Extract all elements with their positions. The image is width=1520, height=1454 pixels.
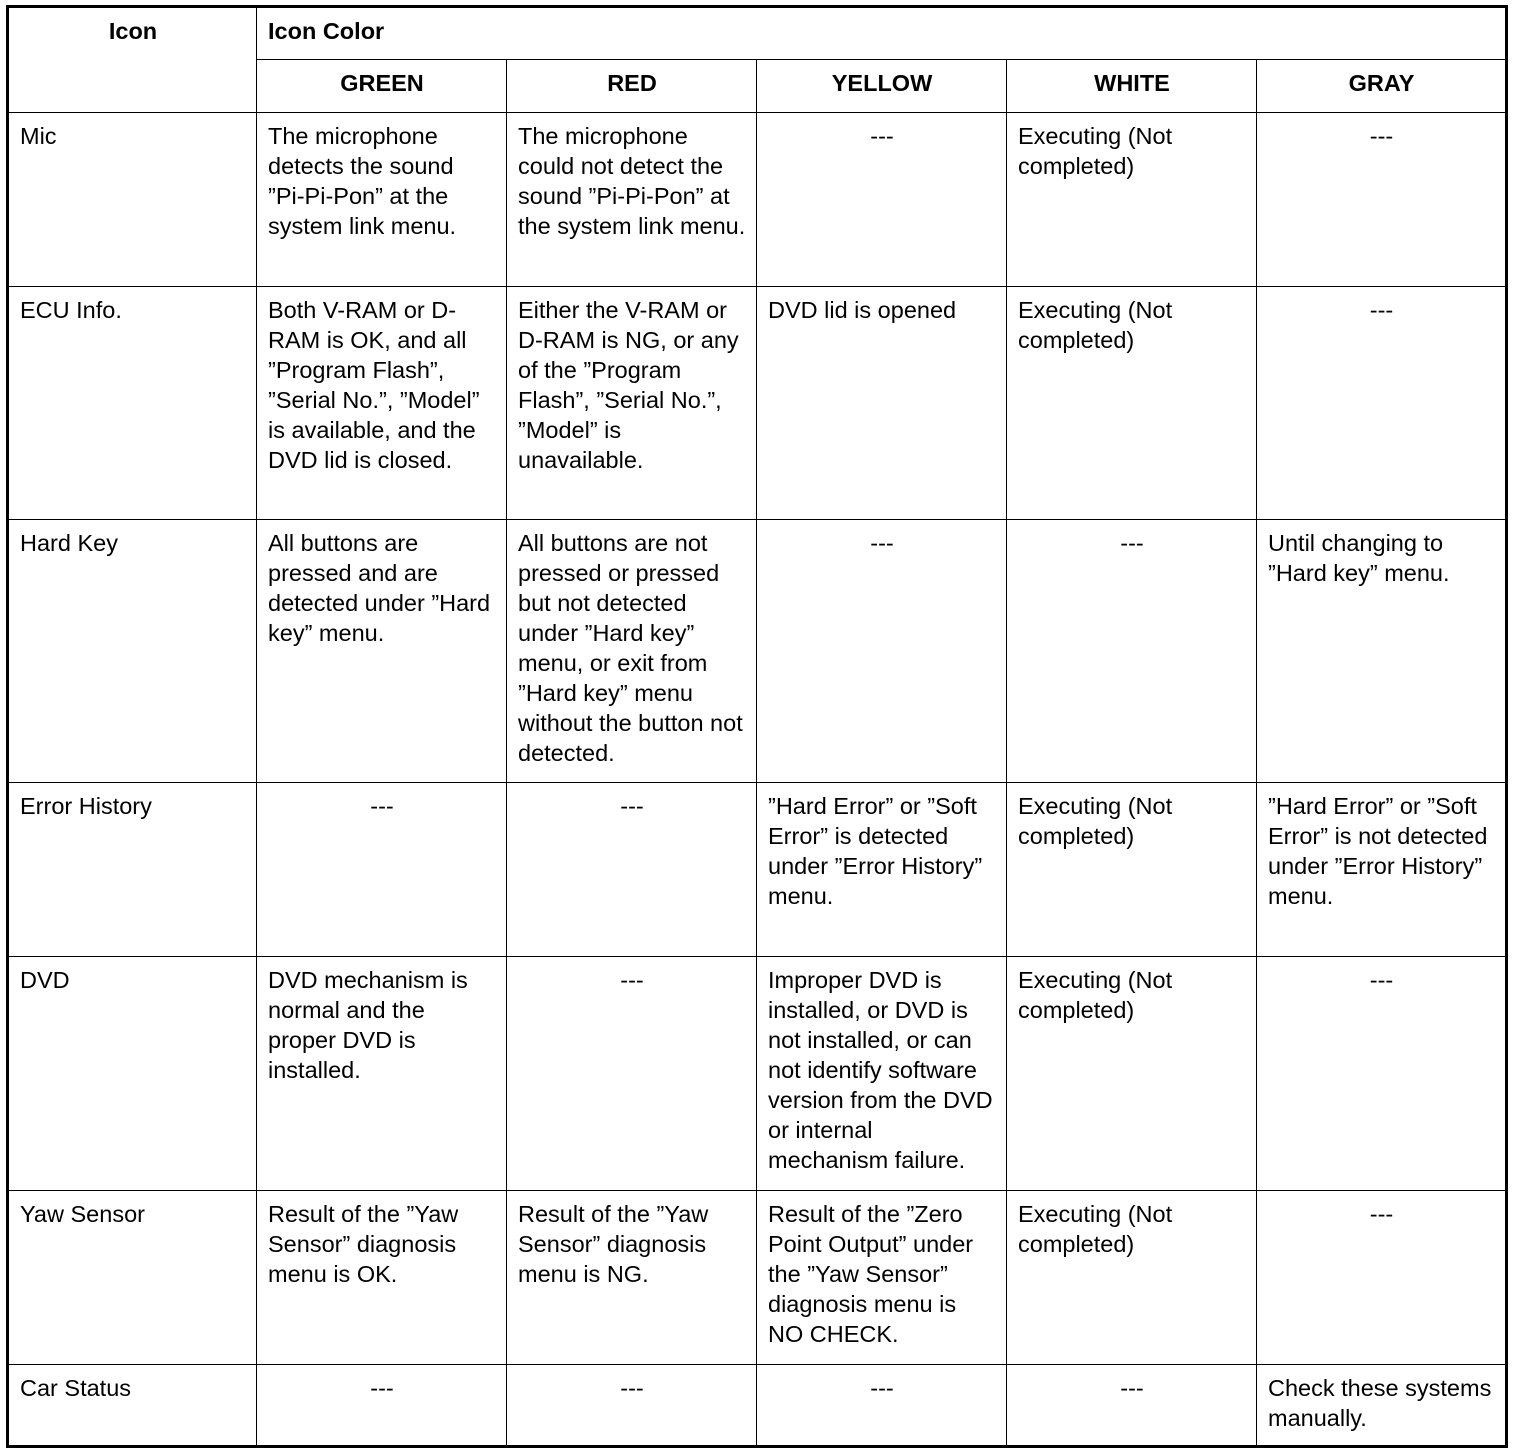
cell-white: --- <box>1007 1365 1257 1447</box>
row-icon-name: ECU Info. <box>8 287 257 520</box>
header-red: RED <box>507 60 757 113</box>
cell-gray: --- <box>1257 957 1507 1191</box>
cell-red: --- <box>507 957 757 1191</box>
cell-gray: --- <box>1257 1191 1507 1365</box>
row-icon-name: Mic <box>8 113 257 287</box>
cell-green: The microphone detects the sound ”Pi-Pi-Pon” at the system link menu. <box>257 113 507 287</box>
cell-yellow: Improper DVD is installed, or DVD is not installed, or can not identify software version from the DVD or internal mechanism failure. <box>757 957 1007 1191</box>
table-row-error-history <box>8 783 1507 957</box>
cell-white: Executing (Not completed) <box>1007 783 1257 957</box>
cell-green: All buttons are pressed and are detected under ”Hard key” menu. <box>257 520 507 783</box>
header-icon-color: Icon Color <box>257 7 1507 60</box>
cell-yellow: --- <box>757 113 1007 287</box>
table-row-yaw-sensor <box>8 1191 1507 1365</box>
table-row-car-status <box>8 1365 1507 1447</box>
row-icon-name: Error History <box>8 783 257 957</box>
cell-red: --- <box>507 783 757 957</box>
header-white: WHITE <box>1007 60 1257 113</box>
cell-green: DVD mechanism is normal and the proper DVD is installed. <box>257 957 507 1191</box>
table-row-ecu-info <box>8 287 1507 520</box>
cell-red: All buttons are not pressed or pressed but not detected under ”Hard key” menu, or exit from ”Hard key” menu without the button not detected. <box>507 520 757 783</box>
cell-red: --- <box>507 1365 757 1447</box>
cell-green: --- <box>257 1365 507 1447</box>
header-icon: Icon <box>8 7 257 113</box>
cell-red: Either the V-RAM or D-RAM is NG, or any of the ”Program Flash”, ”Serial No.”, ”Model” is unavailable. <box>507 287 757 520</box>
cell-green: Both V-RAM or D-RAM is OK, and all ”Program Flash”, ”Serial No.”, ”Model” is available, and the DVD lid is closed. <box>257 287 507 520</box>
cell-gray: Check these systems manually. <box>1257 1365 1507 1447</box>
cell-white: Executing (Not completed) <box>1007 1191 1257 1365</box>
cell-gray: ”Hard Error” or ”Soft Error” is not detected under ”Error History” menu. <box>1257 783 1507 957</box>
row-icon-name: Car Status <box>8 1365 257 1447</box>
cell-gray: --- <box>1257 113 1507 287</box>
table-row-mic <box>8 113 1507 287</box>
table-row-hard-key <box>8 520 1507 783</box>
cell-white: --- <box>1007 520 1257 783</box>
cell-yellow: --- <box>757 520 1007 783</box>
cell-red: The microphone could not detect the sound ”Pi-Pi-Pon” at the system link menu. <box>507 113 757 287</box>
cell-yellow: DVD lid is opened <box>757 287 1007 520</box>
cell-gray: --- <box>1257 287 1507 520</box>
cell-white: Executing (Not completed) <box>1007 957 1257 1191</box>
cell-yellow: --- <box>757 1365 1007 1447</box>
cell-yellow: Result of the ”Zero Point Output” under the ”Yaw Sensor” diagnosis menu is NO CHECK. <box>757 1191 1007 1365</box>
header-gray: GRAY <box>1257 60 1507 113</box>
cell-white: Executing (Not completed) <box>1007 113 1257 287</box>
cell-white: Executing (Not completed) <box>1007 287 1257 520</box>
cell-gray: Until changing to ”Hard key” menu. <box>1257 520 1507 783</box>
icon-color-table <box>6 5 1508 1448</box>
cell-red: Result of the ”Yaw Sensor” diagnosis menu is NG. <box>507 1191 757 1365</box>
header-row-top <box>8 7 1507 60</box>
header-yellow: YELLOW <box>757 60 1007 113</box>
row-icon-name: Yaw Sensor <box>8 1191 257 1365</box>
cell-green: Result of the ”Yaw Sensor” diagnosis menu is OK. <box>257 1191 507 1365</box>
cell-yellow: ”Hard Error” or ”Soft Error” is detected under ”Error History” menu. <box>757 783 1007 957</box>
row-icon-name: DVD <box>8 957 257 1191</box>
row-icon-name: Hard Key <box>8 520 257 783</box>
table-row-dvd <box>8 957 1507 1191</box>
cell-green: --- <box>257 783 507 957</box>
header-green: GREEN <box>257 60 507 113</box>
